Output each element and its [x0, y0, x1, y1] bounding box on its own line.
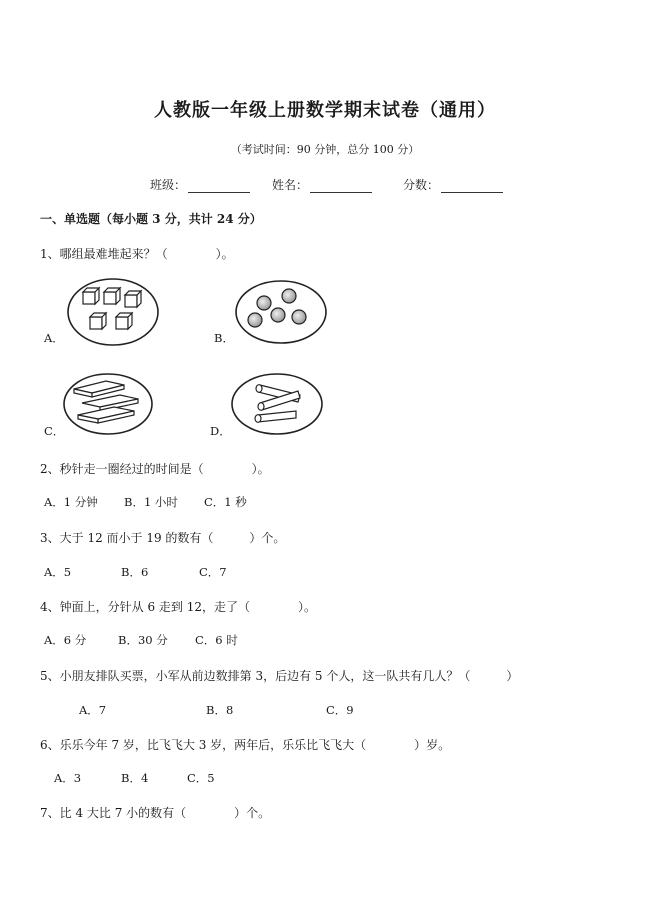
question-1: 1、哪组最难堆起来？（ ）。 — [40, 247, 234, 261]
option-c[interactable]: C．7 — [199, 565, 227, 579]
option-b[interactable]: B．6 — [121, 565, 149, 579]
class-blank[interactable] — [188, 180, 250, 193]
option-a[interactable]: A．6 分 — [44, 633, 87, 647]
option-a-label[interactable]: A． — [44, 331, 64, 345]
option-b[interactable]: B．4 — [121, 771, 149, 785]
option-b[interactable]: B．30 分 — [118, 633, 168, 647]
page-title: 人教版一年级上册数学期末试卷（通用） — [154, 100, 496, 121]
option-a[interactable]: A．1 分钟 — [44, 495, 98, 509]
cube-icon — [125, 291, 141, 307]
option-a[interactable]: A．3 — [54, 771, 82, 785]
question-3: 3、大于 12 而小于 19 的数有（ ）个。 — [40, 531, 286, 545]
boards-figure[interactable] — [62, 371, 154, 437]
class-label: 班级： — [150, 178, 187, 192]
score-blank[interactable] — [441, 180, 503, 193]
option-c[interactable]: C．9 — [326, 703, 354, 717]
option-c[interactable]: C．6 时 — [195, 633, 238, 647]
option-b-label[interactable]: B． — [214, 331, 234, 345]
ball-icon — [292, 310, 306, 324]
ball-icon — [271, 308, 285, 322]
option-b[interactable]: B．1 小时 — [124, 495, 178, 509]
question-6: 6、乐乐今年 7 岁，比飞飞大 3 岁，两年后，乐乐比飞飞大（ ）岁。 — [40, 738, 451, 752]
spheres-figure[interactable] — [234, 279, 328, 345]
question-7: 7、比 4 大比 7 小的数有（ ）个。 — [40, 806, 271, 820]
class-field — [150, 176, 250, 193]
option-d-label[interactable]: D． — [210, 424, 231, 438]
exam-info: （考试时间：90 分钟，总分 100 分） — [230, 143, 420, 156]
question-4: 4、钟面上，分针从 6 走到 12，走了（ ）。 — [40, 600, 316, 614]
cube-icon — [104, 288, 120, 304]
question-5: 5、小朋友排队买票，小军从前边数排第 3，后边有 5 个人，这一队共有几人？（ ） — [40, 669, 519, 683]
cubes-figure[interactable] — [66, 277, 160, 347]
name-blank[interactable] — [310, 180, 372, 193]
option-a[interactable]: A．5 — [44, 565, 72, 579]
option-c-label[interactable]: C． — [44, 424, 65, 438]
ball-icon — [257, 296, 271, 310]
cube-icon — [83, 288, 99, 304]
ball-icon — [282, 289, 296, 303]
cylinders-figure[interactable] — [230, 371, 324, 437]
cube-icon — [116, 313, 132, 329]
score-label: 分数： — [403, 178, 440, 192]
score-field — [403, 176, 503, 193]
question-2: 2、秒针走一圈经过的时间是（ ）。 — [40, 462, 270, 476]
ball-icon — [248, 313, 262, 327]
section-heading: 一、单选题（每小题 3 分，共计 24 分） — [40, 212, 262, 226]
option-c[interactable]: C．1 秒 — [204, 495, 247, 509]
option-c[interactable]: C．5 — [187, 771, 215, 785]
option-b[interactable]: B．8 — [206, 703, 234, 717]
name-field — [272, 176, 372, 193]
cube-icon — [90, 313, 106, 329]
option-a[interactable]: A．7 — [79, 703, 107, 717]
name-label: 姓名： — [272, 178, 309, 192]
